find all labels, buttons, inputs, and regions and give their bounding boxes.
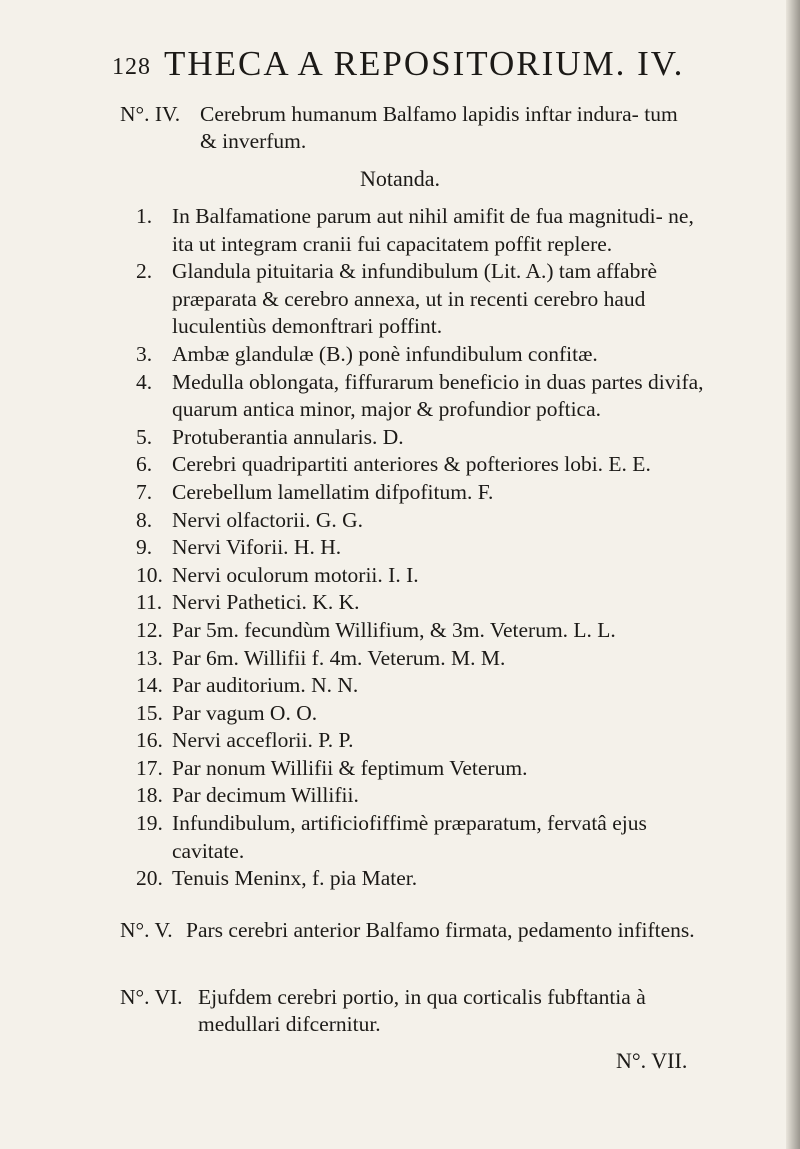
entry-vi <box>120 984 695 1038</box>
note-number: 18. <box>136 783 163 808</box>
note-item <box>136 617 716 645</box>
running-head: THECA A REPOSITORIUM. IV. <box>164 44 685 83</box>
note-text: In Balfamatione parum aut nihil amifit de fua magnitudi- ne, ita ut integram cranii fui capacitatem poffit replere. <box>172 204 694 256</box>
note-number: 7. <box>136 479 153 504</box>
note-text: Nervi oculorum motorii. I. I. <box>172 562 419 587</box>
page-header <box>112 44 712 88</box>
entry-text: Cerebrum humanum Balfamo lapidis inftar indura- tum & inverfum. <box>200 102 678 153</box>
note-item <box>136 700 716 728</box>
note-item <box>136 562 716 590</box>
entry-v <box>120 917 695 944</box>
note-number: 6. <box>136 452 153 477</box>
notes-list <box>136 203 716 893</box>
note-item <box>136 865 716 893</box>
note-item <box>136 534 716 562</box>
note-item <box>136 479 716 507</box>
notanda-heading: Notanda. <box>359 166 441 191</box>
note-number: 13. <box>136 645 163 670</box>
note-number: 8. <box>136 507 153 532</box>
catchword: N°. VII. <box>616 1048 688 1073</box>
note-text: Nervi Viforii. H. H. <box>172 535 342 560</box>
page-number: 128 <box>112 54 151 80</box>
note-text: Par nonum Willifii & feptimum Veterum. <box>172 755 528 780</box>
note-item <box>136 810 716 865</box>
note-item <box>136 672 716 700</box>
entry-text: Ejufdem cerebri portio, in qua corticalis fubftantia à medullari difcernitur. <box>198 985 646 1036</box>
note-number: 14. <box>136 673 163 698</box>
note-text: Par decimum Willifii. <box>172 783 359 808</box>
note-item <box>136 782 716 810</box>
note-item <box>136 755 716 783</box>
note-number: 5. <box>136 424 153 449</box>
entry-number: N°. IV. <box>120 102 181 126</box>
note-item <box>136 451 716 479</box>
note-text: Glandula pituitaria & infundibulum (Lit. A.) tam affabrè præparata & cerebro annexa, ut in recenti cerebro haud luculentiùs demonftrari poffint. <box>172 259 658 339</box>
note-number: 19. <box>136 811 163 836</box>
entry-number: N°. VI. <box>120 985 183 1009</box>
note-item <box>136 645 716 673</box>
entry-text: Pars cerebri anterior Balfamo firmata, pedamento infiftens. <box>186 918 695 942</box>
entry-number: N°. V. <box>120 918 173 942</box>
note-text: Par vagum O. O. <box>172 700 318 725</box>
note-text: Par auditorium. N. N. <box>172 673 359 698</box>
note-number: 11. <box>136 590 163 615</box>
note-number: 3. <box>136 341 153 366</box>
entry-iv <box>120 101 695 155</box>
note-text: Par 5m. fecundùm Willifium, & 3m. Veterum. L. L. <box>172 617 616 642</box>
note-text: Infundibulum, artificiofiffimè præparatum, fervatâ ejus cavitate. <box>172 811 647 863</box>
note-number: 2. <box>136 259 153 284</box>
note-text: Medulla oblongata, fiffurarum beneficio in duas partes divifa, quarum antica minor, major & profundior poftica. <box>172 369 704 422</box>
note-item <box>136 203 716 258</box>
note-item <box>136 589 716 617</box>
note-item <box>136 727 716 755</box>
note-text: Tenuis Meninx, f. pia Mater. <box>172 866 418 891</box>
note-number: 1. <box>136 204 153 228</box>
note-text: Par 6m. Willifii f. 4m. Veterum. M. M. <box>172 645 506 670</box>
note-text: Ambæ glandulæ (B.) ponè infundibulum confitæ. <box>172 341 598 366</box>
note-text: Cerebellum lamellatim difpofitum. F. <box>172 479 494 504</box>
note-number: 9. <box>136 535 153 560</box>
note-text: Cerebri quadripartiti anteriores & pofteriores lobi. E. E. <box>172 452 651 477</box>
note-item <box>136 258 716 341</box>
note-number: 16. <box>136 728 163 753</box>
note-item <box>136 507 716 535</box>
note-number: 20. <box>136 866 163 891</box>
note-item <box>136 369 716 424</box>
note-number: 12. <box>136 617 163 642</box>
note-number: 10. <box>136 562 163 587</box>
note-text: Nervi olfactorii. G. G. <box>172 507 364 532</box>
note-number: 15. <box>136 700 163 725</box>
note-number: 17. <box>136 755 163 780</box>
note-item <box>136 424 716 452</box>
note-item <box>136 341 716 369</box>
note-text: Nervi acceflorii. P. P. <box>172 728 354 753</box>
note-text: Protuberantia annularis. D. <box>172 424 404 449</box>
note-number: 4. <box>136 369 153 394</box>
note-text: Nervi Pathetici. K. K. <box>172 590 360 615</box>
